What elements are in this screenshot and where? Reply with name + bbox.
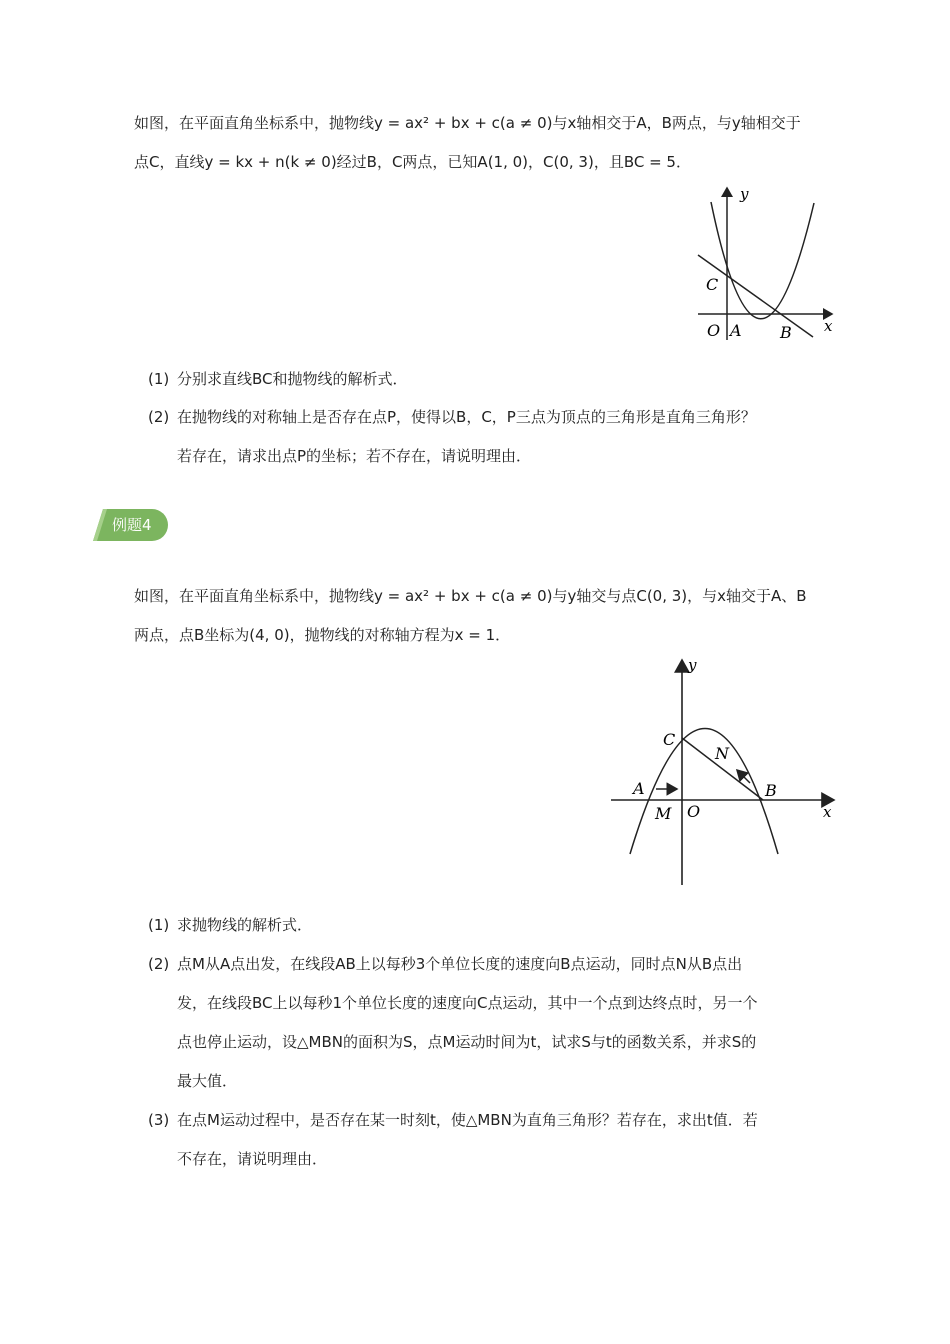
label-b: B	[780, 323, 792, 342]
problem4-intro-line2: 两点，点B坐标为(4, 0)，抛物线的对称轴方程为x = 1．	[134, 626, 511, 644]
example-badge-label: 例题4	[112, 516, 152, 534]
problem3-graph	[690, 183, 840, 348]
problem4-graph	[605, 655, 845, 890]
label-x: x	[823, 803, 832, 821]
problem4-intro-line1: 如图，在平面直角坐标系中，抛物线y = ax² + bx + c(a ≠ 0)与y轴交与点C(0, 3)，与x轴交于A、B	[134, 587, 807, 605]
label-y: y	[740, 185, 749, 203]
label-y: y	[688, 656, 697, 674]
problem3-intro-line2: 点C，直线y = kx + n(k ≠ 0)经过B，C两点，已知A(1, 0)，C(0, 3)，且BC = 5．	[134, 153, 691, 171]
label-c: C	[706, 275, 719, 294]
label-b: B	[765, 781, 777, 800]
label-n: N	[715, 744, 729, 763]
parabola-curve	[630, 729, 778, 855]
label-o: O	[707, 321, 721, 340]
label-a: A	[633, 779, 645, 798]
label-c: C	[663, 730, 676, 749]
problem3-intro-line1: 如图，在平面直角坐标系中，抛物线y = ax² + bx + c(a ≠ 0)与x轴相交于A，B两点，与y轴相交于	[134, 114, 801, 132]
label-x: x	[824, 317, 833, 335]
label-o: O	[687, 802, 701, 821]
label-a: A	[730, 321, 742, 340]
label-m: M	[655, 804, 672, 823]
